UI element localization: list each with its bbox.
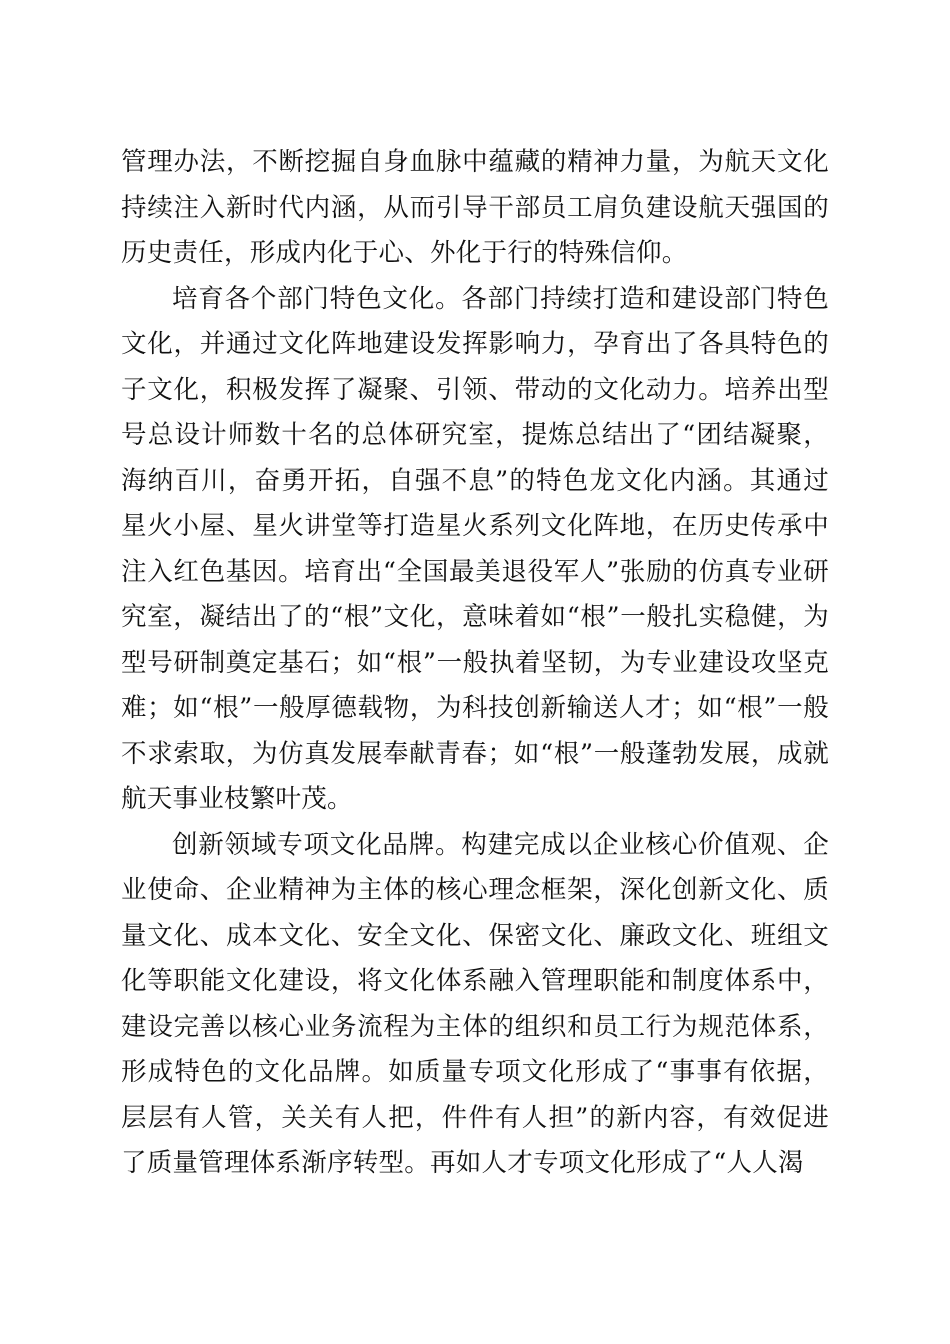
paragraph-culture-brand: 创新领域专项文化品牌。构建完成以企业核心价值观、企业使命、企业精神为主体的核心理念框架，深化创新文化、质量文化、成本文化、安全文化、保密文化、廉政文化、班组文化等职能文化建设，将文化体系融入管理职能和制度体系中，建设完善以核心业务流程为主体的组织和员工行为规范体系，形成特色的文化品牌。如质量专项文化形成了“事事有依据，层层有人管，关关有人把，件件有人担”的新内容，有效促进了质量管理体系渐序转型。再如人才专项文化形成了“人人渴	[121, 829, 829, 1178]
paragraph-continued: 管理办法，不断挖掘自身血脉中蕴藏的精神力量，为航天文化持续注入新时代内涵，从而引导干部员工肩负建设航天强国的历史责任，形成内化于心、外化于行的特殊信仰。	[121, 147, 829, 268]
paragraph-department-culture: 培育各个部门特色文化。各部门持续打造和建设部门特色文化，并通过文化阵地建设发挥影响力，孕育出了各具特色的子文化，积极发挥了凝聚、引领、带动的文化动力。培养出型号总设计师数十名的总体研究室，提炼总结出了“团结凝聚，海纳百川，奋勇开拓，自强不息”的特色龙文化内涵。其通过星火小屋、星火讲堂等打造星火系列文化阵地，在历史传承中注入红色基因。培育出“全国最美退役军人”张励的仿真专业研究室，凝结出了的“根”文化，意味着如“根”一般扎实稳健，为型号研制奠定基石；如“根”一般执着坚韧，为专业建设攻坚克难；如“根”一般厚德载物，为科技创新输送人才；如“根”一般不求索取，为仿真发展奉献青春；如“根”一般蓬勃发展，成就航天事业枝繁叶茂。	[121, 283, 829, 814]
body-text	[121, 140, 829, 1187]
